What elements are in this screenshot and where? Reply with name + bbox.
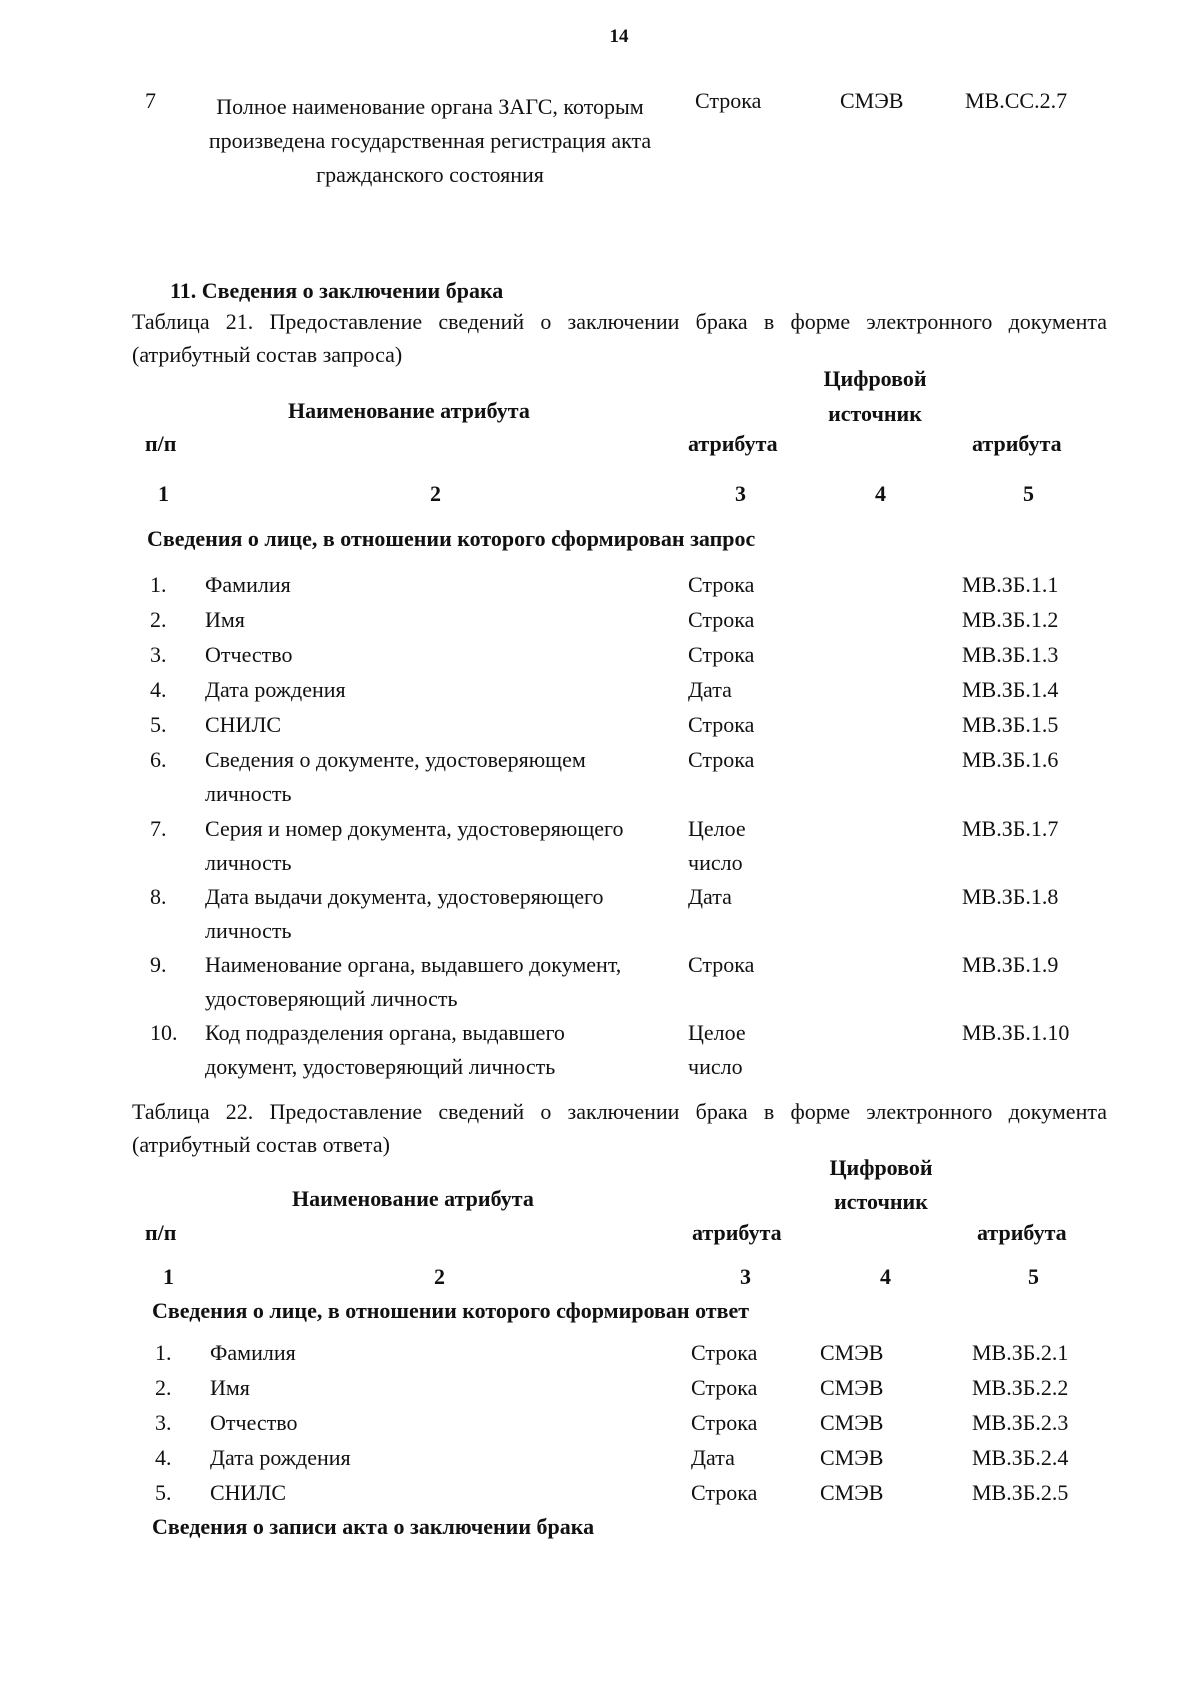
attribute-code: МВ.ЗБ.1.10 [962, 1020, 1070, 1045]
header-name: Наименование атрибута [288, 398, 530, 423]
attribute-type: Строка [691, 1410, 758, 1435]
attribute-code: МВ.ЗБ.1.5 [962, 712, 1059, 737]
attribute-name: Дата выдачи документа, удостоверяющего личность [205, 884, 604, 943]
column-number: 2 [430, 481, 441, 506]
row-number: 4. [150, 677, 167, 702]
column-number: 4 [875, 481, 886, 506]
attribute-code: МВ.ЗБ.2.2 [972, 1375, 1069, 1400]
row-number: 9. [150, 952, 167, 977]
attribute-code: МВ.ЗБ.2.3 [972, 1410, 1069, 1435]
row-number: 6. [150, 747, 167, 772]
attribute-name: Дата рождения [210, 1445, 351, 1470]
attribute-type: Строка [688, 712, 755, 737]
attribute-name: Серия и номер документа, удостоверяющего личность [205, 816, 624, 875]
row-number: 4. [155, 1445, 172, 1470]
header-source-line2: источник [834, 1189, 928, 1214]
attribute-code: МВ.СС.2.7 [965, 88, 1068, 113]
attribute-code: МВ.ЗБ.2.1 [972, 1340, 1069, 1365]
attribute-code: МВ.ЗБ.1.7 [962, 816, 1059, 841]
column-number: 3 [740, 1264, 751, 1289]
data-source: СМЭВ [820, 1445, 884, 1470]
attribute-type: Строка [691, 1480, 758, 1505]
page-number: 14 [609, 26, 629, 47]
row-number: 8. [150, 884, 167, 909]
row-number: 3. [150, 642, 167, 667]
attribute-name: Отчество [205, 642, 293, 667]
attribute-name: СНИЛС [205, 712, 282, 737]
attribute-type: Целое число [688, 1020, 746, 1079]
attribute-type: Строка [691, 1375, 758, 1400]
row-number: 5. [150, 712, 167, 737]
attribute-code: МВ.ЗБ.1.8 [962, 884, 1059, 909]
attribute-name: Фамилия [205, 572, 291, 597]
group-heading: Сведения о лице, в отношении которого сформирован запрос [147, 526, 756, 551]
attribute-name: Фамилия [210, 1340, 296, 1365]
row-number: 2. [150, 607, 167, 632]
header-type: атрибута [688, 431, 778, 456]
column-number: 1 [158, 481, 169, 506]
attribute-code: МВ.ЗБ.1.3 [962, 642, 1059, 667]
attribute-type: Строка [695, 88, 762, 113]
attribute-type: Строка [688, 642, 755, 667]
data-source: СМЭВ [840, 88, 904, 113]
row-number: 10. [150, 1020, 178, 1045]
table-caption: Таблица 22. Предоставление сведений о заключении брака в форме электронного документа (атрибутный состав ответа) [132, 1099, 1107, 1157]
group-heading: Сведения о записи акта о заключении брака [152, 1514, 595, 1539]
attribute-code: МВ.ЗБ.1.9 [962, 952, 1059, 977]
row-number: 3. [155, 1410, 172, 1435]
attribute-type: Дата [688, 677, 732, 702]
attribute-code: МВ.ЗБ.1.2 [962, 607, 1059, 632]
attribute-type: Строка [691, 1340, 758, 1365]
attribute-type: Строка [688, 572, 755, 597]
attribute-type: Строка [688, 747, 755, 772]
attribute-code: МВ.ЗБ.1.4 [962, 677, 1059, 702]
column-number: 2 [434, 1264, 445, 1289]
section-heading: 11. Сведения о заключении брака [170, 278, 504, 303]
attribute-name: СНИЛС [210, 1480, 287, 1505]
row-number: 7. [150, 816, 167, 841]
header-code: атрибута [977, 1220, 1067, 1245]
attribute-code: МВ.ЗБ.2.4 [972, 1445, 1069, 1470]
header-name: Наименование атрибута [292, 1186, 534, 1211]
attribute-name: Полное наименование органа ЗАГС, которым произведена государственная регистрация акта гражданского состояния [208, 94, 652, 187]
data-source: СМЭВ [820, 1480, 884, 1505]
attribute-name: Наименование органа, выдавшего документ, удостоверяющий личность [205, 952, 622, 1011]
column-number: 4 [880, 1264, 891, 1289]
attribute-name: Код подразделения органа, выдавшего документ, удостоверяющий личность [205, 1020, 565, 1079]
attribute-type: Целое число [688, 816, 746, 875]
column-number: 5 [1028, 1264, 1039, 1289]
attribute-type: Строка [688, 607, 755, 632]
attribute-name: Сведения о документе, удостоверяющем личность [205, 747, 586, 806]
attribute-code: МВ.ЗБ.2.5 [972, 1480, 1069, 1505]
data-source: СМЭВ [820, 1375, 884, 1400]
row-number: 5. [155, 1480, 172, 1505]
attribute-name: Отчество [210, 1410, 298, 1435]
header-source-line2: источник [828, 401, 922, 426]
row-number: 7 [145, 88, 156, 113]
attribute-code: МВ.ЗБ.1.6 [962, 747, 1059, 772]
header-source-line1: Цифровой [829, 1155, 933, 1180]
attribute-name: Имя [210, 1375, 250, 1400]
column-number: 5 [1023, 481, 1034, 506]
row-number: 1. [155, 1340, 172, 1365]
group-heading: Сведения о лице, в отношении которого сформирован ответ [152, 1298, 750, 1323]
column-number: 1 [163, 1264, 174, 1289]
data-source: СМЭВ [820, 1340, 884, 1365]
row-number: 2. [155, 1375, 172, 1400]
header-type: атрибута [692, 1220, 782, 1245]
attribute-code: МВ.ЗБ.1.1 [962, 572, 1059, 597]
attribute-name: Имя [205, 607, 245, 632]
attribute-type: Дата [691, 1445, 735, 1470]
attribute-type: Строка [688, 952, 755, 977]
attribute-type: Дата [688, 884, 732, 909]
column-number: 3 [735, 481, 746, 506]
table-caption: Таблица 21. Предоставление сведений о заключении брака в форме электронного документа (атрибутный состав запроса) [132, 309, 1107, 367]
header-num: п/п [145, 1220, 177, 1245]
header-num: п/п [145, 431, 177, 456]
row-number: 1. [150, 572, 167, 597]
data-source: СМЭВ [820, 1410, 884, 1435]
attribute-name: Дата рождения [205, 677, 346, 702]
header-code: атрибута [972, 431, 1062, 456]
header-source-line1: Цифровой [823, 366, 927, 391]
